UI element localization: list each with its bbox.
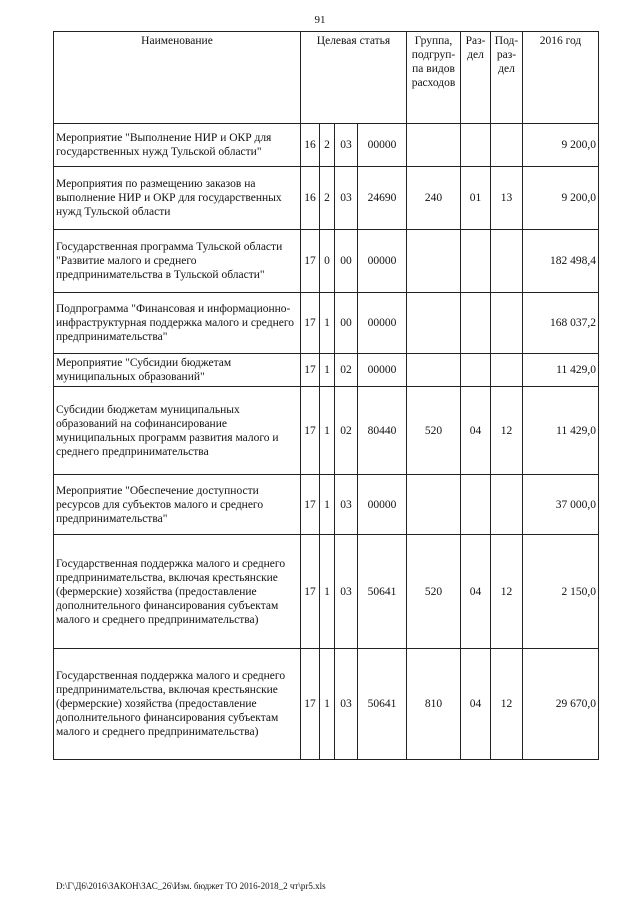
target-article-subprogram: 1 xyxy=(320,535,335,649)
target-article-subprogram: 0 xyxy=(320,230,335,293)
target-article-direction: 80440 xyxy=(358,387,407,475)
target-article-event: 03 xyxy=(335,167,358,230)
row-name: Подпрограмма "Финансовая и информационно-инфраструктурная поддержка малого и среднего предпринимательства" xyxy=(54,293,301,354)
target-article-program: 17 xyxy=(301,293,320,354)
subsection: 13 xyxy=(491,167,523,230)
section: 04 xyxy=(461,535,491,649)
amount-2016: 168 037,2 xyxy=(523,293,599,354)
target-article-subprogram: 1 xyxy=(320,354,335,387)
target-article-program: 17 xyxy=(301,230,320,293)
expense-group: 810 xyxy=(407,649,461,760)
table-row xyxy=(54,124,599,167)
row-name: Государственная программа Тульской области "Развитие малого и среднего предпринимательства в Тульской области" xyxy=(54,230,301,293)
target-article-event: 03 xyxy=(335,124,358,167)
expense-group xyxy=(407,293,461,354)
target-article-program: 17 xyxy=(301,387,320,475)
table-row xyxy=(54,354,599,387)
row-name: Государственная поддержка малого и среднего предпринимательства, включая крестьянские (фермерские) хозяйства (предоставление дополнительного финансирования субъектам малого и среднего предпринимательства) xyxy=(54,649,301,760)
target-article-event: 03 xyxy=(335,649,358,760)
target-article-program: 17 xyxy=(301,354,320,387)
target-article-program: 17 xyxy=(301,649,320,760)
amount-2016: 11 429,0 xyxy=(523,354,599,387)
table-row xyxy=(54,475,599,535)
subsection xyxy=(491,124,523,167)
amount-2016: 11 429,0 xyxy=(523,387,599,475)
expense-group: 240 xyxy=(407,167,461,230)
target-article-subprogram: 1 xyxy=(320,649,335,760)
target-article-subprogram: 2 xyxy=(320,124,335,167)
target-article-direction: 50641 xyxy=(358,535,407,649)
table-row xyxy=(54,649,599,760)
target-article-direction: 00000 xyxy=(358,230,407,293)
table-row xyxy=(54,387,599,475)
expense-group xyxy=(407,475,461,535)
target-article-direction: 24690 xyxy=(358,167,407,230)
section xyxy=(461,475,491,535)
expense-group xyxy=(407,124,461,167)
section: 01 xyxy=(461,167,491,230)
expense-group: 520 xyxy=(407,535,461,649)
target-article-direction: 00000 xyxy=(358,475,407,535)
header-expense-group: Группа, подгруп-па видов расходов xyxy=(407,32,461,124)
expense-group xyxy=(407,230,461,293)
amount-2016: 9 200,0 xyxy=(523,124,599,167)
section xyxy=(461,230,491,293)
target-article-direction: 50641 xyxy=(358,649,407,760)
section xyxy=(461,124,491,167)
section xyxy=(461,354,491,387)
header-name: Наименование xyxy=(54,32,301,124)
row-name: Мероприятие "Выполнение НИР и ОКР для государственных нужд Тульской области" xyxy=(54,124,301,167)
target-article-direction: 00000 xyxy=(358,293,407,354)
section: 04 xyxy=(461,387,491,475)
section: 04 xyxy=(461,649,491,760)
target-article-subprogram: 1 xyxy=(320,387,335,475)
row-name: Мероприятие "Субсидии бюджетам муниципальных образований" xyxy=(54,354,301,387)
target-article-direction: 00000 xyxy=(358,124,407,167)
target-article-subprogram: 1 xyxy=(320,293,335,354)
section xyxy=(461,293,491,354)
table-row xyxy=(54,535,599,649)
table-row xyxy=(54,293,599,354)
amount-2016: 9 200,0 xyxy=(523,167,599,230)
target-article-event: 03 xyxy=(335,535,358,649)
target-article-subprogram: 1 xyxy=(320,475,335,535)
target-article-program: 17 xyxy=(301,475,320,535)
amount-2016: 29 670,0 xyxy=(523,649,599,760)
target-article-program: 16 xyxy=(301,167,320,230)
subsection xyxy=(491,354,523,387)
amount-2016: 37 000,0 xyxy=(523,475,599,535)
subsection xyxy=(491,293,523,354)
subsection: 12 xyxy=(491,649,523,760)
amount-2016: 2 150,0 xyxy=(523,535,599,649)
table-header-row xyxy=(54,32,599,124)
row-name: Мероприятие "Обеспечение доступности ресурсов для субъектов малого и среднего предпринимательства" xyxy=(54,475,301,535)
target-article-event: 02 xyxy=(335,387,358,475)
target-article-program: 17 xyxy=(301,535,320,649)
target-article-program: 16 xyxy=(301,124,320,167)
subsection xyxy=(491,230,523,293)
target-article-direction: 00000 xyxy=(358,354,407,387)
expense-group xyxy=(407,354,461,387)
subsection: 12 xyxy=(491,535,523,649)
target-article-event: 00 xyxy=(335,230,358,293)
budget-table xyxy=(53,31,599,760)
subsection xyxy=(491,475,523,535)
table-row xyxy=(54,167,599,230)
subsection: 12 xyxy=(491,387,523,475)
expense-group: 520 xyxy=(407,387,461,475)
header-year: 2016 год xyxy=(523,32,599,124)
header-target-article: Целевая статья xyxy=(301,32,407,124)
target-article-event: 03 xyxy=(335,475,358,535)
header-subsection: Под-раз-дел xyxy=(491,32,523,124)
row-name: Субсидии бюджетам муниципальных образований на софинансирование муниципальных программ развития малого и среднего предпринимательства xyxy=(54,387,301,475)
target-article-event: 00 xyxy=(335,293,358,354)
table-row xyxy=(54,230,599,293)
header-section: Раз-дел xyxy=(461,32,491,124)
target-article-subprogram: 2 xyxy=(320,167,335,230)
page-number: 91 xyxy=(314,14,326,26)
amount-2016: 182 498,4 xyxy=(523,230,599,293)
row-name: Государственная поддержка малого и среднего предпринимательства, включая крестьянские (фермерские) хозяйства (предоставление дополнительного финансирования субъектам малого и среднего предпринимательства) xyxy=(54,535,301,649)
row-name: Мероприятия по размещению заказов на выполнение НИР и ОКР для государственных нужд Тульской области xyxy=(54,167,301,230)
footer-file-path: D:\Г\Д6\2016\ЗАКОН\ЗАС_26\Изм. бюджет ТО 2016-2018_2 чт\pr5.xls xyxy=(56,881,326,891)
target-article-event: 02 xyxy=(335,354,358,387)
